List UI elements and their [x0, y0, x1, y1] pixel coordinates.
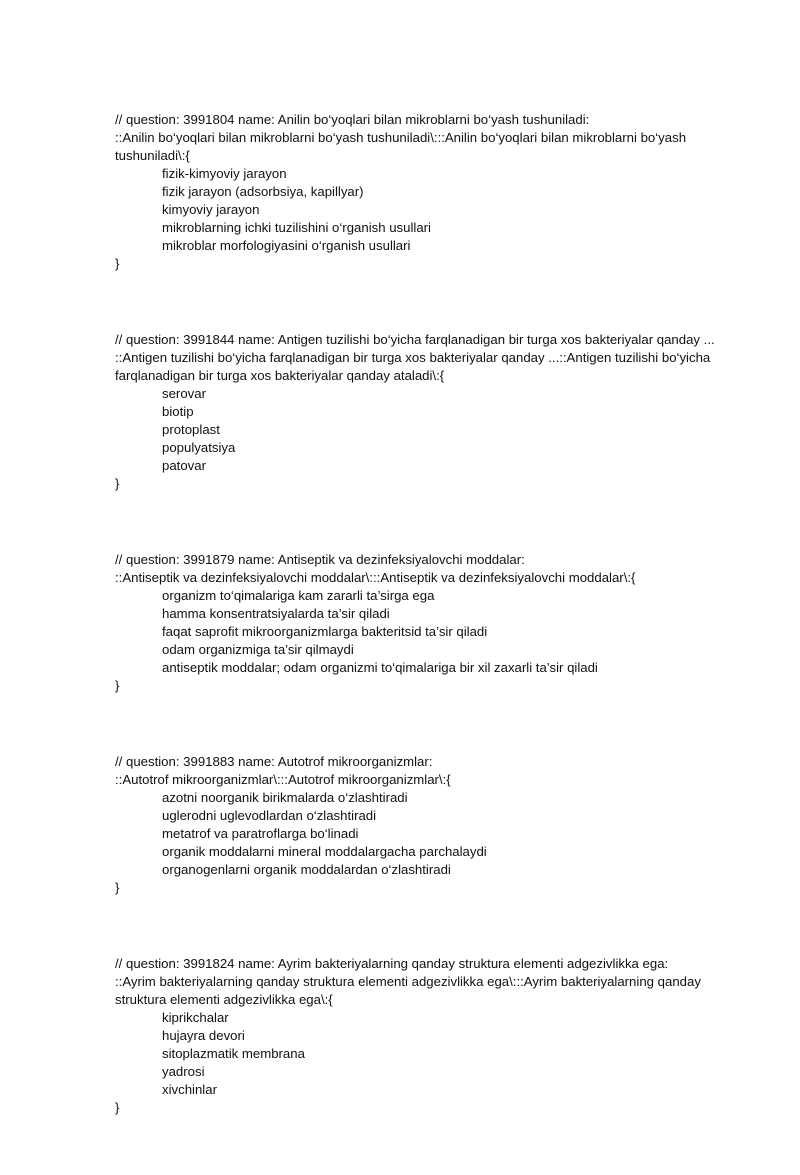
closing-brace: } — [115, 1100, 120, 1115]
question-title-line: ::Autotrof mikroorganizmlar\:::Autotrof mikroorganizmlar\:{ — [115, 772, 451, 787]
question-header: // question: 3991844 name: Antigen tuzilishi bo‘yicha farqlanadigan bir turga xos bakteriyalar qanday ... — [115, 332, 715, 347]
options-list — [115, 1009, 735, 1099]
option-item: faqat saprofit mikroorganizmlarga bakteritsid ta’sir qiladi — [162, 624, 488, 639]
option-item: organizm to‘qimalariga kam zararli ta’sirga ega — [162, 588, 435, 603]
closing-brace: } — [115, 476, 120, 491]
option-item: hamma konsentratsiyalarda ta’sir qiladi — [162, 606, 390, 621]
question-header: // question: 3991804 name: Anilin bo‘yoqlari bilan mikroblarni bo‘yash tushuniladi: — [115, 112, 590, 127]
option-item: uglerodni uglevodlardan o‘zlashtiradi — [162, 808, 377, 823]
question-header: // question: 3991824 name: Ayrim bakteriyalarning qanday struktura elementi adgezivlikka ega: — [115, 956, 669, 971]
option-item: organogenlarni organik moddalardan o‘zlashtiradi — [162, 862, 451, 877]
option-item: antiseptik moddalar; odam organizmi to‘qimalariga bir xil zaxarli ta’sir qiladi — [162, 660, 598, 675]
options-list — [115, 789, 735, 879]
question-title-line: ::Ayrim bakteriyalarning qanday struktura elementi adgezivlikka ega\:::Ayrim bakteriyalarning qanday struktura elementi adgezivlikka ega\:{ — [115, 974, 701, 1007]
option-item: fizik-kimyoviy jarayon — [162, 166, 287, 181]
option-item: metatrof va paratroflarga bo‘linadi — [162, 826, 359, 841]
question-block — [115, 331, 735, 493]
option-item: populyatsiya — [162, 440, 236, 455]
option-item: sitoplazmatik membrana — [162, 1046, 305, 1061]
option-item: hujayra devori — [162, 1028, 245, 1043]
closing-brace: } — [115, 880, 120, 895]
question-title-line: ::Antigen tuzilishi bo‘yicha farqlanadigan bir turga xos bakteriyalar qanday ...::Antigen tuzilishi bo‘yicha farqlanadigan bir turga xos bakteriyalar qanday ataladi\:{ — [115, 350, 711, 383]
question-title-line: ::Antiseptik va dezinfeksiyalovchi moddalar\:::Antiseptik va dezinfeksiyalovchi moddalar\:{ — [115, 570, 636, 585]
document-page — [115, 111, 735, 1175]
option-item: kiprikchalar — [162, 1010, 229, 1025]
option-item: mikroblar morfologiyasini o‘rganish usullari — [162, 238, 411, 253]
option-item: odam organizmiga ta’sir qilmaydi — [162, 642, 354, 657]
options-list — [115, 165, 735, 255]
closing-brace: } — [115, 256, 120, 271]
closing-brace: } — [115, 678, 120, 693]
option-item: mikroblarning ichki tuzilishini o‘rganish usullari — [162, 220, 431, 235]
question-block — [115, 753, 735, 897]
question-block — [115, 955, 735, 1117]
option-item: azotni noorganik birikmalarda o‘zlashtiradi — [162, 790, 408, 805]
option-item: protoplast — [162, 422, 220, 437]
question-header: // question: 3991883 name: Autotrof mikroorganizmlar: — [115, 754, 433, 769]
option-item: biotip — [162, 404, 194, 419]
question-block — [115, 551, 735, 695]
option-item: xivchinlar — [162, 1082, 217, 1097]
option-item: kimyoviy jarayon — [162, 202, 260, 217]
option-item: serovar — [162, 386, 206, 401]
option-item: patovar — [162, 458, 206, 473]
question-header: // question: 3991879 name: Antiseptik va dezinfeksiyalovchi moddalar: — [115, 552, 525, 567]
options-list — [115, 587, 735, 677]
option-item: fizik jarayon (adsorbsiya, kapillyar) — [162, 184, 364, 199]
option-item: organik moddalarni mineral moddalargacha parchalaydi — [162, 844, 487, 859]
options-list — [115, 385, 735, 475]
question-block — [115, 111, 735, 273]
option-item: yadrosi — [162, 1064, 205, 1079]
question-title-line: ::Anilin bo‘yoqlari bilan mikroblarni bo‘yash tushuniladi\:::Anilin bo‘yoqlari bilan mikroblarni bo‘yash tushuniladi\:{ — [115, 130, 687, 163]
